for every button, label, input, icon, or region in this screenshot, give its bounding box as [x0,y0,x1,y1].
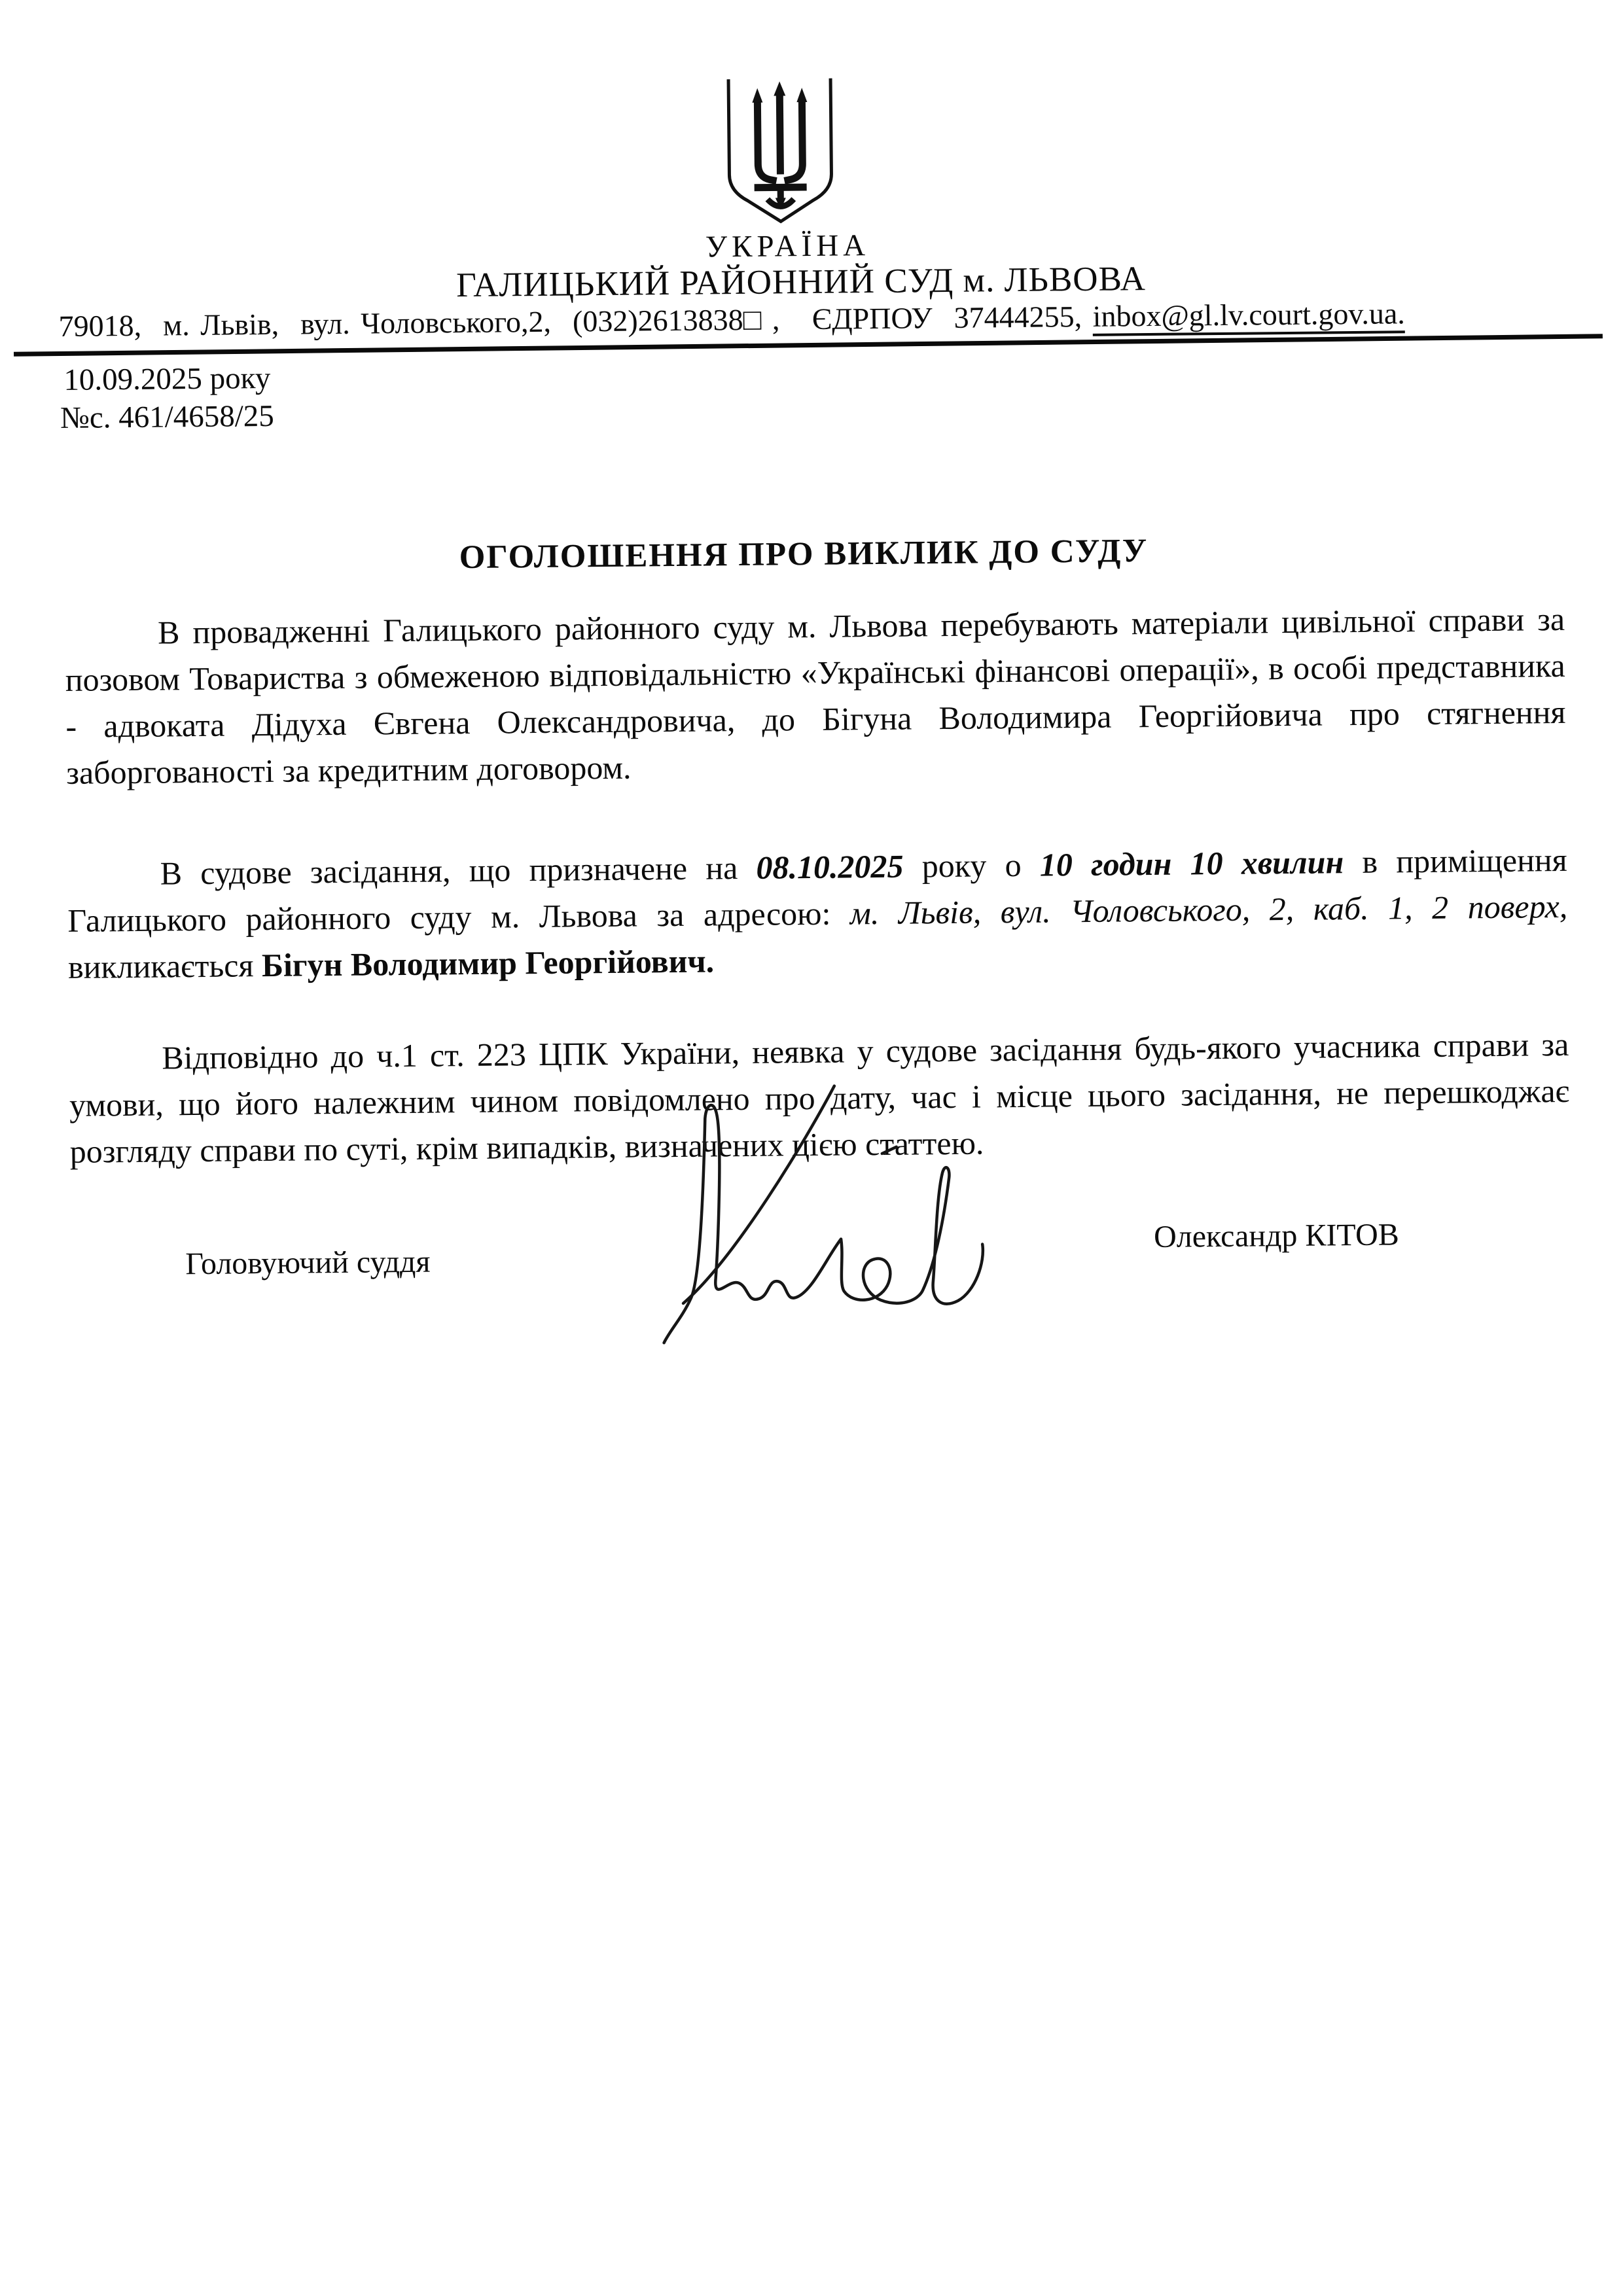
hearing-text-run: року о [903,846,1041,885]
paragraph-hearing-info [67,837,1568,991]
hearing-text-run: в приміщення Галицького районного суду м. Львова за адресою: [67,841,1567,939]
hearing-text-run: викликається [67,947,262,985]
court-email: inbox@gl.lv.court.gov.ua. [1092,296,1405,336]
hearing-text-run: В судове засідання, що призначене на [160,849,757,892]
hearing-address: м. Львів, вул. Чоловського, 2, каб. 1, 2 поверх, [849,887,1568,932]
court-address-text: 79018, м. Львів, вул. Чоловського,2, (032)2613838□ , ЄДРПОУ 37444255, [58,299,1093,344]
hearing-time: 10 годин 10 хвилин [1039,843,1344,883]
hearing-date: 08.10.2025 [756,847,904,886]
signer-role: Головуючий суддя [185,1244,431,1282]
paragraph-case-info-text: В провадженні Галицького районного суду м. Львова перебувають матеріали цивільної справи за позовом Товариства з обмеженою відповідальністю «Українські фінансові операції», в особі представника - адвоката Дідуха Євгена Олександровича, до Бігуна Володимира Георгійовича про стягнення заборгованості за кредитним договором. [65,600,1566,791]
handwritten-signature [648,1059,1109,1364]
summoned-person-name: Бігун Володимир Георгійович. [261,942,715,984]
document-title: ОГОЛОШЕННЯ ПРО ВИКЛИК ДО СУДУ [459,533,1149,576]
paragraph-legal-notice-text: Відповідно до ч.1 ст. 223 ЦПК України, неявка у судове засідання будь-якого учасника справи за умови, що його належним чином повідомлено про дату, час і місце цього засідання, не перешкоджає розгляду справи по суті, крім випадків, визначених цією статтею. [69,1025,1570,1170]
case-number: №с. 461/4658/25 [60,398,275,435]
country-name: УКРАЇНА [705,228,870,264]
paragraph-case-info [65,596,1567,796]
signer-name: Олександр КІТОВ [1153,1217,1400,1255]
document-date: 10.09.2025 року [63,361,271,397]
court-name: ГАЛИЦЬКИЙ РАЙОННИЙ СУД м. ЛЬВОВА [455,260,1147,305]
ukraine-trident-emblem-icon [723,76,837,226]
